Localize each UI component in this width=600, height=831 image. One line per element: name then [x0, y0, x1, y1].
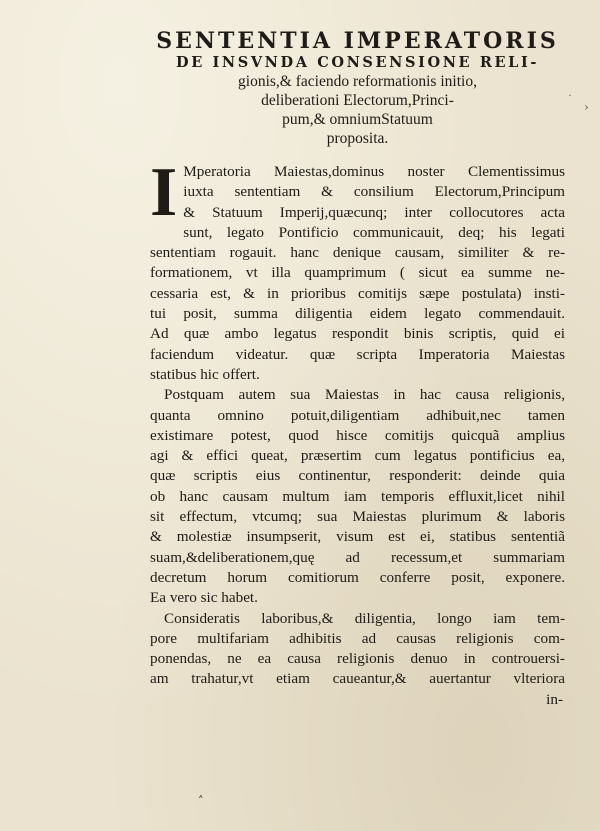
text-line: Consideratis laboribus,& diligentia, longo iam tem-	[164, 609, 565, 627]
text-line: tui posit, summa diligentia eidem legato commendauit.	[150, 305, 565, 323]
paragraph-1	[150, 154, 565, 385]
text-line: faciendum videatur. quæ scripta Imperatoria Maiestas	[150, 345, 565, 363]
text-line: ponendas, ne ea causa religionis denuo in controuersi-	[150, 650, 565, 668]
title-line-1: SENTENTIA IMPERATORIS	[156, 28, 559, 54]
text-line: pore multifariam adhibitis ad causas religionis com-	[150, 629, 565, 647]
paragraph-2	[150, 385, 565, 608]
text-line: Ea vero sic habet.	[150, 589, 258, 607]
body-text	[150, 154, 565, 710]
text-line: & molestiæ insumpserit, visum est ei, statibus sententiã	[150, 528, 565, 546]
text-line: cessaria est, & in prioribus comitijs sæpe postulata) insti-	[150, 284, 565, 302]
text-line: iuxta sententiam & consilium Electorum,Principum	[183, 183, 565, 201]
text-line: Ad quæ ambo legatus respondit binis scriptis, quid ei	[150, 325, 565, 343]
text-line: decretum horum comitiorum conferre posit, exponere.	[150, 568, 565, 586]
text-line: sententiam rogauit. hanc denique causam, similiter & re-	[150, 244, 565, 262]
paragraph-3	[150, 609, 565, 690]
title-line-3: gionis,& faciendo reformationis initio,	[238, 73, 477, 90]
text-line: sunt, legato Pontificio communicauit, deq; his legati	[183, 223, 565, 241]
text-line: statibus hic offert.	[150, 365, 260, 383]
margin-mark: ˙	[567, 93, 573, 107]
text-line: agi & effici queat, præsertim cum legatus pontificius ea,	[150, 447, 565, 465]
title-line-5: pum,& omniumStatuum	[282, 111, 433, 128]
text-line: ob hanc causam multum iam temporis effluxit,licet nihil	[150, 487, 565, 505]
text-line: formationem, vt illa quamprimum ( sicut ea summe ne-	[150, 264, 565, 282]
text-line: quæ scriptis eius continentur, responderit: deinde quia	[150, 467, 565, 485]
title-block	[150, 28, 565, 148]
text-line: Mperatoria Maiestas,dominus noster Clementissimus	[183, 163, 565, 180]
title-line-6: proposita.	[326, 130, 389, 147]
ink-speck: ˰	[198, 785, 204, 798]
margin-mark: ›	[584, 100, 589, 114]
text-line: sit effectum, vtcumq; sua Maiestas plurimum & laboris	[150, 508, 565, 526]
text-column	[150, 28, 565, 710]
text-line: quanta omnino potuit,diligentiam adhibuit,nec tamen	[150, 406, 565, 424]
title-line-2: DE INSVNDA CONSENSIONE RELI-	[176, 54, 539, 71]
text-line: existimare potest, quod hisce comitijs quicquã amplius	[150, 426, 565, 444]
text-line: Postquam autem sua Maiestas in hac causa religionis,	[164, 386, 565, 404]
catchword: in-	[546, 690, 563, 708]
title-line-4: deliberationi Electorum,Princi-	[261, 92, 454, 109]
text-line: & Statuum Imperij,quæcunq; inter collocutores acta	[183, 203, 565, 221]
text-line: am trahatur,vt etiam caueantur,& auertantur vlteriora	[150, 670, 565, 688]
text-line: suam,&deliberationem,quę ad recessum,et summariam	[150, 548, 565, 566]
drop-cap: I	[150, 154, 178, 231]
